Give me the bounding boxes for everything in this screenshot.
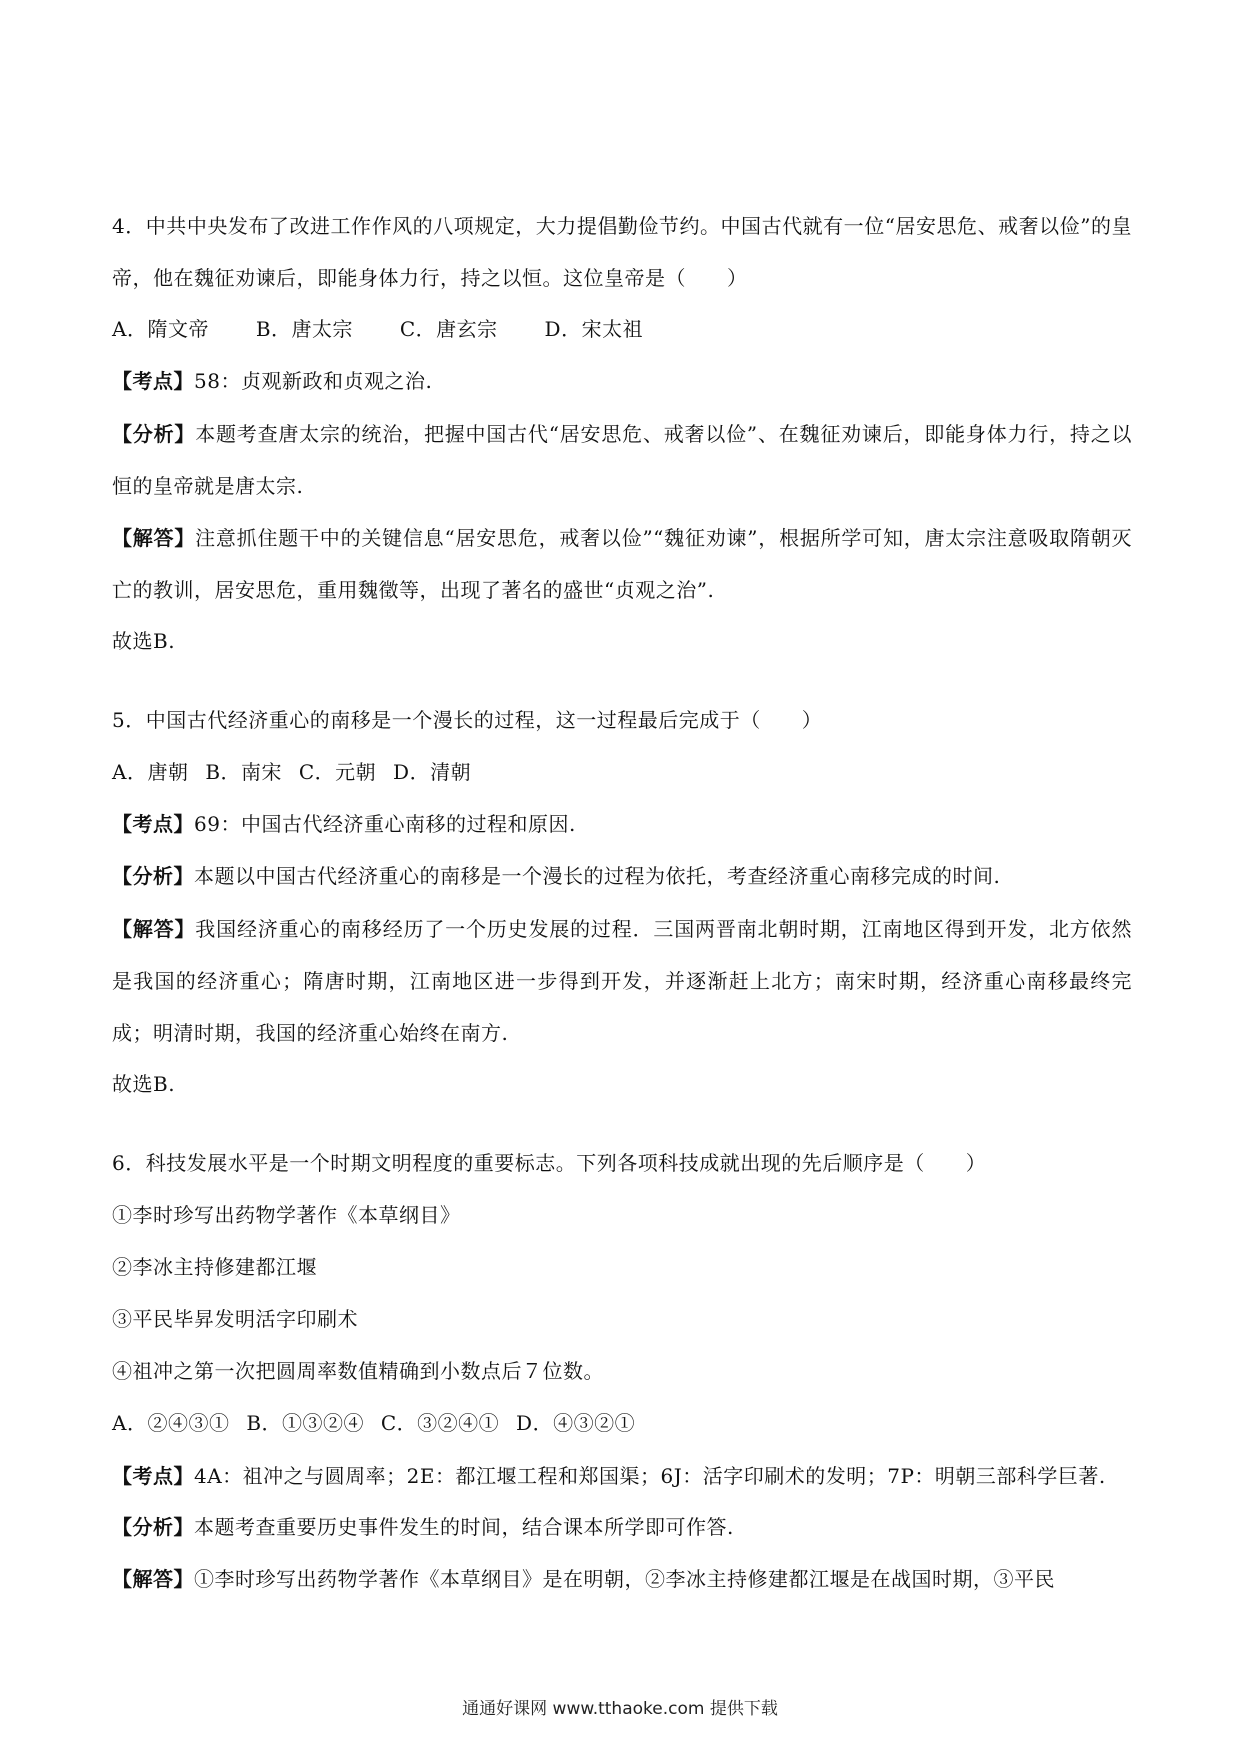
question-6-item-4: ④祖冲之第一次把圆周率数值精确到小数点后７位数。 (112, 1359, 604, 1383)
question-6-stem: 6．科技发展水平是一个时期文明程度的重要标志。下列各项科技成就出现的先后顺序是（ ） (112, 1151, 987, 1175)
jieda-tag: 【解答】 (112, 526, 196, 550)
jieda-tag: 【解答】 (112, 1567, 194, 1591)
question-6 (112, 1150, 1132, 1593)
question-4-stem: 4．中共中央发布了改进工作作风的八项规定，大力提倡勤俭节约。中国古代就有一位“居安思危、戒奢以俭”的皇帝，他在魏征劝谏后，即能身体力行，持之以恒。这位皇帝是（ ） (112, 214, 1132, 290)
kaodian-tag: 【考点】 (112, 812, 194, 836)
page-footer: 通通好课网 www.tthaoke.com 提供下载 (462, 1699, 778, 1719)
question-6-jieda (112, 1566, 1132, 1593)
question-5-jieda (112, 903, 1132, 1059)
fenxi-tag: 【分析】 (112, 1515, 194, 1539)
question-4-answer: 故选B. (112, 629, 176, 653)
question-5-fenxi (112, 863, 1132, 890)
question-6-item-2: ②李冰主持修建都江堰 (112, 1255, 317, 1279)
option-d: D．宋太祖 (544, 317, 644, 341)
question-4 (112, 200, 1132, 655)
fenxi-text: 本题以中国古代经济重心的南移是一个漫长的过程为依托，考查经济重心南移完成的时间. (194, 864, 1001, 888)
question-6-item-1: ①李时珍写出药物学著作《本草纲目》 (112, 1203, 461, 1227)
kaodian-tag: 【考点】 (112, 369, 194, 393)
question-6-options (112, 1410, 1132, 1437)
page-content (112, 200, 1132, 1618)
option-a: A．唐朝 (112, 760, 189, 784)
kaodian-text: 4A：祖冲之与圆周率；2E：都江堰工程和郑国渠；6J：活字印刷术的发明；7P：明朝三部科学巨著. (194, 1464, 1106, 1488)
kaodian-text: 69：中国古代经济重心南移的过程和原因. (194, 812, 576, 836)
jieda-tag: 【解答】 (112, 917, 196, 941)
question-4-kaodian (112, 368, 1132, 395)
fenxi-text: 本题考查唐太宗的统治，把握中国古代“居安思危、戒奢以俭”、在魏征劝谏后，即能身体力行，持之以恒的皇帝就是唐太宗. (112, 422, 1132, 498)
option-c: C．唐玄宗 (399, 317, 498, 341)
option-c: C．元朝 (298, 760, 377, 784)
option-c: C．③②④① (380, 1411, 500, 1435)
question-6-kaodian (112, 1450, 1132, 1502)
option-d: D．清朝 (393, 760, 472, 784)
fenxi-tag: 【分析】 (112, 422, 196, 446)
question-4-jieda (112, 512, 1132, 616)
question-6-fenxi (112, 1514, 1132, 1541)
kaodian-text: 58：贞观新政和贞观之治. (194, 369, 433, 393)
question-4-options (112, 316, 1132, 343)
jieda-text: 我国经济重心的南移经历了一个历史发展的过程．三国两晋南北朝时期，江南地区得到开发，北方依然是我国的经济重心；隋唐时期，江南地区进一步得到开发，并逐渐赶上北方；南宋时期，经济重心南移最终完成；明清时期，我国的经济重心始终在南方. (112, 917, 1133, 1045)
question-5-stem: 5．中国古代经济重心的南移是一个漫长的过程，这一过程最后完成于（ ） (112, 708, 823, 732)
option-b: B．①③②④ (246, 1411, 365, 1435)
option-a: A．②④③① (112, 1411, 230, 1435)
question-5-options (112, 759, 1132, 786)
jieda-text: 注意抓住题干中的关键信息“居安思危，戒奢以俭”“魏征劝谏”，根据所学可知，唐太宗注意吸取隋朝灭亡的教训，居安思危，重用魏徵等，出现了著名的盛世“贞观之治”. (112, 526, 1133, 602)
question-5-answer: 故选B. (112, 1072, 176, 1096)
question-6-item-3: ③平民毕昇发明活字印刷术 (112, 1307, 358, 1331)
question-5 (112, 707, 1132, 1098)
kaodian-tag: 【考点】 (112, 1464, 194, 1488)
fenxi-text: 本题考查重要历史事件发生的时间，结合课本所学即可作答. (194, 1515, 734, 1539)
jieda-text: ①李时珍写出药物学著作《本草纲目》是在明朝，②李冰主持修建都江堰是在战国时期，③平民 (194, 1567, 1055, 1591)
option-a: A．隋文帝 (112, 317, 209, 341)
option-b: B．唐太宗 (255, 317, 354, 341)
option-d: D．④③②① (516, 1411, 636, 1435)
fenxi-tag: 【分析】 (112, 864, 194, 888)
option-b: B．南宋 (205, 760, 283, 784)
question-5-kaodian (112, 811, 1132, 838)
question-4-fenxi (112, 408, 1132, 512)
